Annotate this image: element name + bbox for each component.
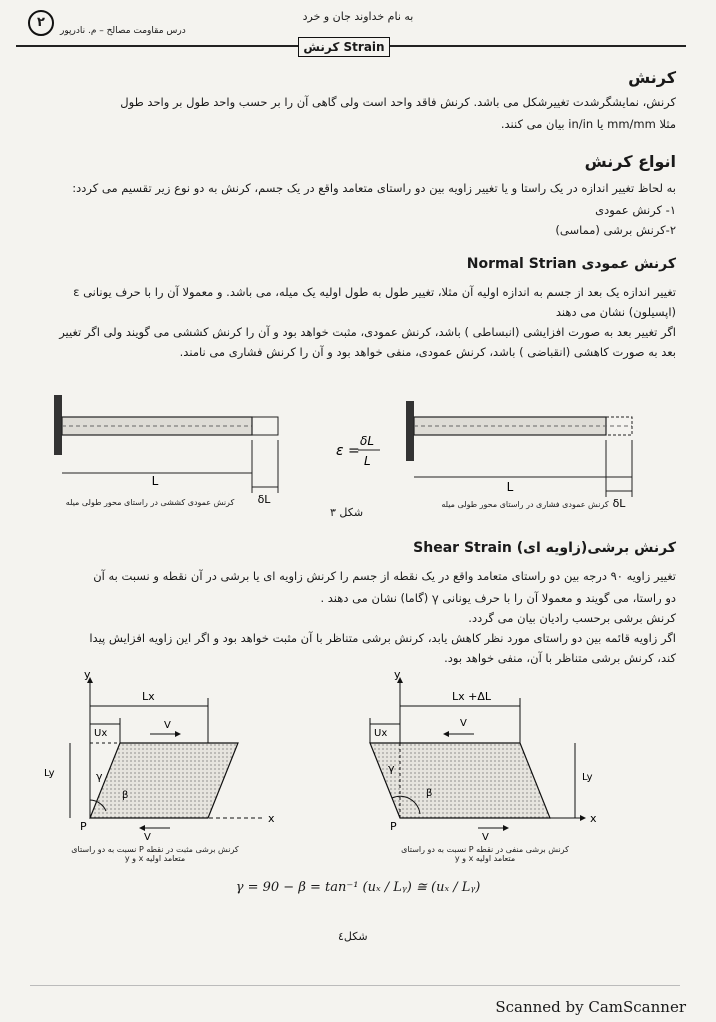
label-Ly-right: Ly — [582, 772, 593, 783]
label-gamma-left: γ — [96, 770, 103, 783]
types-item-1: ۱- کرنش عمودی — [595, 203, 676, 217]
figure-4-diagram — [30, 668, 670, 868]
deformed-shape-right — [370, 743, 550, 818]
shear-line-1: تغییر زاویه ۹۰ درجه بین دو راستای متعامد واقع در یک نقطه از جسم را کرنش زاویه ای یا برشی در آن نقطه و نسبت به آن — [93, 569, 676, 583]
label-dL-right: δL — [612, 497, 626, 510]
label-L-left: L — [151, 474, 159, 488]
label-V-bottom-left: V — [144, 832, 151, 843]
normal-line-1: تغییر اندازه یک بعد از جسم به اندازه اولیه آن مثلا، تغییر طول به طول اولیه یک میله، می باشد. و معمولا آن را با حرف یونانی ε — [73, 285, 676, 299]
label-Lx-left: Lx — [142, 690, 155, 703]
figure-4-caption-right: کرنش برشی منفی در نقطه P نسبت به دو راستای متعامد اولیه x و y — [401, 845, 569, 863]
formula-denominator: L — [364, 454, 371, 468]
figure-3-name: شکل ۳ — [330, 506, 364, 519]
label-P-left: P — [80, 820, 87, 833]
wall-left — [54, 395, 62, 455]
normal-heading: کرنش عمودی Normal Strian — [466, 256, 676, 272]
axis-y-left: y — [84, 668, 91, 681]
shear-line-5: کند، کرنش برشی متناظر با آن، منفی خواهد بود. — [444, 651, 676, 665]
figure-4-formula: γ = 90 − β = tan⁻¹ (uₓ / Lᵧ) ≅ (uₓ / Lᵧ) — [235, 880, 481, 895]
types-heading: انواع کرنش — [584, 152, 676, 171]
normal-line-2: (اپسیلون) نشان می دهند — [555, 305, 676, 319]
types-line-1: به لحاظ تغییر اندازه در یک راستا و یا تغییر زاویه بین دو راستای متعامد واقع در یک جسم، کرنش به دو نوع زیر تقسیم می کردد: — [72, 181, 676, 195]
figure-3-caption-left: کرنش عمودی کششی در راستای محور طولی میله — [65, 498, 235, 507]
shear-heading: کرنش برشی(زاویه ای) Shear Strain — [413, 540, 676, 556]
course-name: درس مقاومت مصالح – م. نادرپور — [60, 26, 186, 36]
label-Ux-right: Ux — [374, 728, 388, 739]
intro-line-2: مثلا mm/mm یا in/in بیان می کنند. — [500, 117, 676, 131]
label-beta-right: β — [426, 788, 433, 799]
header-top-line: به نام خداوند جان و خرد — [302, 10, 414, 23]
formula-numerator: δL — [360, 434, 375, 448]
page-title: Strain کرنش — [298, 37, 390, 57]
figure-3-caption-right: کرنش عمودی فشاری در راستای محور طولی میله — [441, 500, 609, 509]
label-dL-left: δL — [257, 493, 271, 506]
scanner-watermark: Scanned by CamScanner — [495, 998, 686, 1016]
types-item-2: ۲-کرنش برشی (مماسی) — [555, 223, 676, 237]
label-Ly-left: Ly — [44, 768, 55, 779]
label-V-bottom-right: V — [482, 832, 489, 843]
label-Lx-right: Lx +ΔL — [452, 690, 492, 703]
label-beta-left: β — [122, 790, 129, 801]
wall-right — [406, 401, 414, 461]
label-gamma-right: γ — [388, 762, 395, 775]
formula-lhs: ε = — [336, 443, 360, 459]
axis-y-right: y — [394, 668, 401, 681]
shear-line-2: دو راستا، می گویند و معمولا آن را با حرف یونانی γ (گاما) نشان می دهند . — [320, 591, 676, 605]
label-P-right: P — [390, 820, 397, 833]
normal-line-3: اگر تغییر بعد به صورت افزایشی (انبساطی ) باشد، کرنش عمودی، مثبت خواهد بود و آن را کرنش کششی می گویند ولی اگر تغییر — [59, 325, 676, 339]
axis-x-left: x — [268, 812, 275, 825]
intro-heading: کرنش — [628, 68, 676, 87]
label-V-top-left: V — [164, 720, 171, 731]
shear-positive-diagram — [44, 668, 275, 843]
shear-line-4: اگر زاویه قائمه بین دو راستای مورد نظر کاهش یابد، کرنش برشی متناظر با آن مثبت خواهد بود و اگر این زاویه افزایش پیدا — [89, 631, 676, 645]
shear-line-3: کرنش برشی برحسب رادیان بیان می گردد. — [468, 611, 676, 625]
bottom-divider — [30, 985, 680, 986]
label-V-top-right: V — [460, 718, 467, 729]
label-Ux-left: Ux — [94, 728, 108, 739]
normal-line-4: بعد به صورت کاهشی (انقباضی ) باشد، کرنش عمودی، منفی خواهد بود و آن را کرنش فشاری می نامند. — [179, 345, 676, 359]
deformed-shape-left — [90, 743, 238, 818]
figure-4-name: شکل٤ — [338, 930, 368, 943]
intro-line-1: کرنش، نمایشگرشدت تغییرشکل می باشد. کرنش فاقد واحد است ولی گاهی آن را بر حسب واحد طول بر واحد طول — [120, 95, 676, 109]
bar-left-extension — [252, 417, 278, 435]
axis-x-right: x — [590, 812, 597, 825]
page-number: ۲ — [28, 10, 54, 36]
figure-4-caption-left: کرنش برشی مثبت در نقطه P نسبت به دو راستای متعامد اولیه x و y — [71, 845, 239, 863]
label-L-right: L — [506, 480, 514, 494]
shear-negative-diagram — [370, 668, 597, 843]
